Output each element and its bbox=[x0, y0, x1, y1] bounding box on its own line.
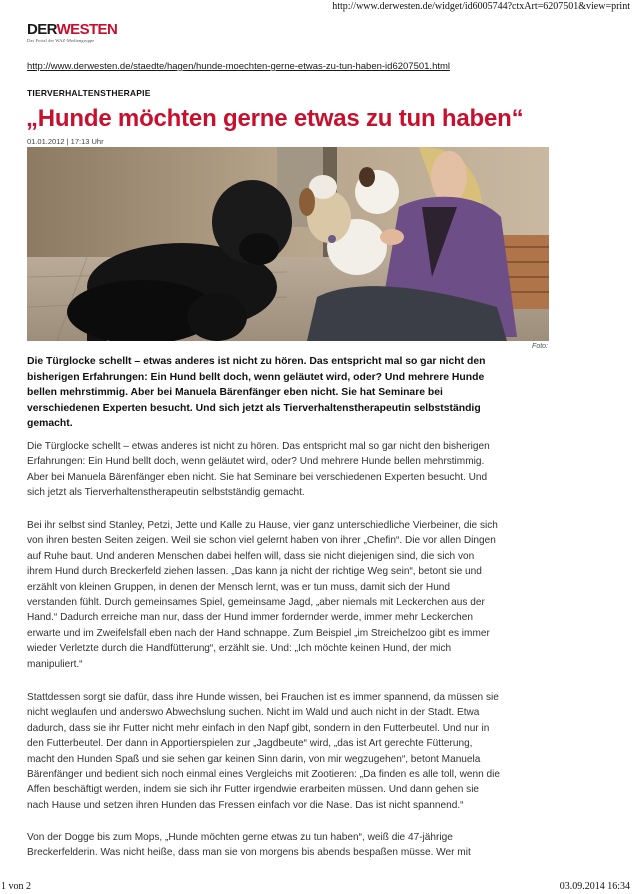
paragraph-line: auf Ruhe baut. Und anderen Menschen dabei helfen will, dass sie nicht diejenigen sind, die sich von bbox=[27, 550, 475, 562]
article-lead bbox=[27, 354, 555, 432]
paragraph-line: erzählt von kleinen Gruppen, in denen der Mensch lernt, was er tun muss, damit sich der Hund bbox=[27, 581, 451, 593]
article-paragraph-3 bbox=[27, 690, 559, 813]
print-header-url: http://www.derwesten.de/widget/id6005744?ctxArt=6207501&view=print bbox=[332, 1, 630, 12]
logo-tagline: Das Portal der WAZ-Mediengruppe bbox=[27, 38, 95, 43]
paragraph-line: nicht weglaufen und anderswo Abwechslung suchen. Nicht im Wald und auch nicht in der Stadt. Etwa bbox=[27, 707, 480, 719]
paragraph-line: Von der Dogge bis zum Mops, „Hunde möchten gerne etwas zu tun haben“, weiß die 47-jährige bbox=[27, 832, 453, 843]
paragraph-line: sich jetzt als Tierverhaltenstherapeutin selbstständig gemacht. bbox=[27, 487, 305, 499]
print-timestamp: 03.09.2014 16:34 bbox=[559, 881, 630, 892]
paragraph-line: verstanden fühlt. Durch gemeinsames Spiel, gemeinsame Jagd, „aber niemals mit Leckerchen aus der bbox=[27, 597, 485, 609]
paragraph-line: wieder Verletzte durch die Handfütterung“, erzählt sie. Und: „Ich möchte keinen Hund, der mich bbox=[27, 643, 452, 655]
paragraph-line: erwarte und im Zweifelsfall eben nach der Hand schnappe. Zum Beispiel „im Streichelzoo gibt es immer bbox=[27, 627, 490, 639]
paragraph-line: manipuliert.“ bbox=[27, 658, 83, 670]
photo-dogs-and-woman bbox=[27, 147, 549, 341]
lead-line: verschiedenen Experten besucht. Und sich jetzt als Tierverhaltenstherapeutin selbstständig bbox=[27, 402, 481, 414]
article-dateline: 01.01.2012 | 17:13 Uhr bbox=[27, 137, 104, 146]
lead-line: bellen mehrstimmig. Aber bei Manuela Bärenfänger eben nicht. Sie hat Seminare bei bbox=[27, 387, 443, 398]
article-url-link[interactable]: http://www.derwesten.de/staedte/hagen/hunde-moechten-gerne-etwas-zu-tun-haben-id6207501.html bbox=[27, 61, 451, 72]
paragraph-line: von ihren besten Seiten zeigen. Weil sie schon viel gelernt haben von ihrer „Chefin“. Die vor allen Dingen bbox=[27, 535, 496, 547]
lead-line: gemacht. bbox=[27, 418, 73, 429]
paragraph-line: den Futterbeutel. Der dann in Apportierspielen zur „Jagdbeute“ wird, „das ist Art gerechte Fütterung, bbox=[27, 738, 473, 750]
article-headline: „Hunde möchten gerne etwas zu tun haben“ bbox=[26, 105, 524, 132]
paragraph-line: macht den Hunden Spaß und sie sehen gar keinen Sinn darin, von mir wegzugehen“, betont Manuela bbox=[27, 753, 481, 765]
page-counter: 1 von 2 bbox=[1, 881, 31, 892]
article-photo bbox=[27, 147, 549, 341]
logo-text-der: DER bbox=[27, 21, 57, 38]
paragraph-line: Bärenfänger und bedient sich noch einmal eines Vergleichs mit Zootieren: „Da finden es alle toll, wenn die bbox=[27, 769, 501, 781]
article-paragraph-1 bbox=[27, 439, 559, 501]
paragraph-line: Hand.“ Dadurch erreiche man nur, dass der Hund immer fordernder werde, immer mehr Leckerchen bbox=[27, 612, 473, 624]
paragraph-line: Breckerfelderin. Was nicht heiße, dass man sie von morgens bis abends bespaßen müsse. Wer mit bbox=[27, 847, 471, 859]
paragraph-line: nach Hause und setzen ihren Hunden das Fressen einfach vor die Nase. Das ist nicht spannend.“ bbox=[27, 799, 464, 811]
paragraph-line: Bei ihr selbst sind Stanley, Petzi, Jette und Kalle zu Hause, vier ganz unterschiedliche Vierbeiner, die sich bbox=[27, 520, 498, 531]
lead-line: Die Türglocke schellt – etwas anderes ist nicht zu hören. Das entspricht mal so gar nicht den bbox=[27, 356, 486, 367]
logo-text-westen: WESTEN bbox=[56, 21, 118, 38]
paragraph-line: Aber bei Manuela Bärenfänger eben nicht. Sie hat Seminare bei verschiedenen Experten besucht. Und bbox=[27, 471, 488, 483]
paragraph-line: Erfahrungen: Ein Hund bellt doch, wenn geläutet wird, oder? Und mehrere Hunde bellen mehrstimmig. bbox=[27, 456, 485, 468]
paragraph-line: dadurch, dass sie ihr Futter nicht mehr einfach in den Napf gibt, sondern in den Futterbeutel. Und nur in bbox=[27, 722, 490, 734]
site-logo[interactable] bbox=[27, 22, 117, 43]
paragraph-line: Die Türglocke schellt – etwas anderes ist nicht zu hören. Das entspricht mal so gar nicht den bisherigen bbox=[27, 441, 490, 452]
article-paragraph-4 bbox=[27, 830, 559, 861]
photo-credit: Foto: bbox=[532, 343, 548, 350]
paragraph-line: Affen beschäftigt werden, indem sie sich ihr Futter irgendwie erarbeiten müssen. Und dann gehen sie bbox=[27, 784, 480, 796]
article-paragraph-2 bbox=[27, 518, 559, 672]
paragraph-line: ihrem Hund durch Breckerfeld ziehen lassen. „Das kann ja nicht der richtige Weg sein“, betont sie und bbox=[27, 566, 482, 578]
paragraph-line: Stattdessen sorgt sie dafür, dass ihre Hunde wissen, bei Frauchen ist es immer spannend, da müssen sie bbox=[27, 692, 499, 703]
lead-line: bisherigen Erfahrungen: Ein Hund bellt doch, wenn geläutet wird, oder? Und mehrere Hunde bbox=[27, 371, 485, 383]
article-kicker: TIERVERHALTENSTHERAPIE bbox=[27, 88, 151, 98]
